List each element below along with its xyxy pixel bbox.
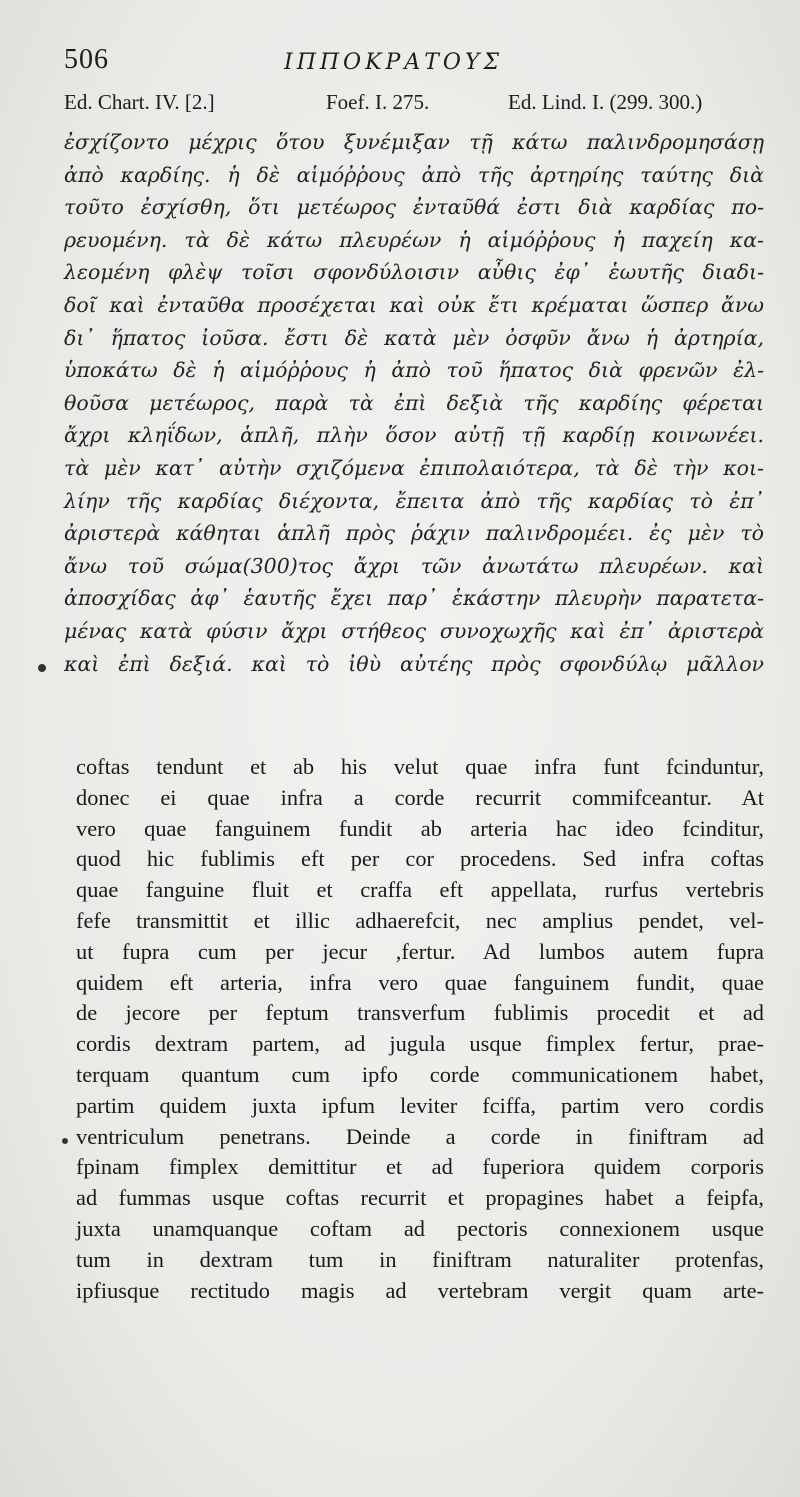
latin-line: cordis dextram partem, ad jugula usque fimplex fertur, prae- (76, 1031, 764, 1057)
latin-line: fpinam fimplex demittitur et ad fuperiora quidem corporis (76, 1154, 764, 1180)
latin-line: coftas tendunt et ab his velut quae infra funt fcinduntur, (76, 754, 764, 779)
greek-line: ἄχρι κληΐδων, ἁπλῆ, πλὴν ὅσον αὐτῇ τῇ καρδίῃ κοινωνέει. (64, 423, 764, 448)
latin-line: ad fummas usque coftas recurrit et propagines habet a feipfa, (76, 1185, 764, 1211)
greek-line: ἀποσχίδας ἀφ᾽ ἑαυτῆς ἔχει παρ᾽ ἑκάστην πλευρὴν παρατετα- (64, 586, 764, 611)
latin-line: fefe transmittit et illic adhaerefcit, nec amplius pendet, vel- (76, 907, 764, 933)
greek-line: καὶ ἐπὶ δεξιά. καὶ τὸ ἰθὺ αὐτέης πρὸς σφονδύλῳ μᾶλλον (64, 651, 764, 676)
latin-line: vero quae fanguinem fundit ab arteria hac ideo fcinditur, (76, 815, 764, 841)
edition-ref-foes: Foef. I. 275. (326, 90, 430, 114)
greek-line: λίην τῆς καρδίας διέχοντα, ἔπειτα ἀπὸ τῆς καρδίας τὸ ἐπ᾽ (64, 488, 764, 513)
ink-spot (62, 1138, 68, 1144)
greek-line: δοῖ καὶ ἐνταῦθα προσέχεται καὶ οὐκ ἔτι κρέμαται ὥσπερ ἄνω (64, 292, 764, 317)
edition-ref-chart: Ed. Chart. IV. [2.] (64, 90, 215, 114)
greek-line: ἀπὸ καρδίης. ἡ δὲ αἱμόῤῥους ἀπὸ τῆς ἀρτηρίης ταύτης διὰ (64, 162, 764, 187)
latin-line: quidem eft arteria, infra vero quae fanguinem fundit, quae (76, 969, 764, 995)
greek-line: λεομένη φλὲψ τοῖσι σφονδύλοισιν αὖθις ἐφ᾽ ἑωυτῆς διαδι- (64, 260, 764, 285)
greek-line: ἄνω τοῦ σώμα(300)τος ἄχρι τῶν ἀνωτάτω πλευρέων. καὶ (64, 553, 764, 578)
latin-line: terquam quantum cum ipfo corde communicationem habet, (76, 1061, 764, 1087)
latin-line: quae fanguine fluit et craffa eft appellata, rurfus vertebris (76, 877, 764, 903)
latin-line: donec ei quae infra a corde recurrit commifceantur. At (76, 784, 764, 810)
latin-line: ut fupra cum per jecur ,fertur. Ad lumbos autem fupra (76, 938, 764, 964)
greek-line: τὰ μὲν κατ᾽ αὐτὴν σχιζόμενα ἐπιπολαιότερα, τὰ δὲ τὴν κοι- (64, 455, 764, 480)
page-number: 506 (64, 44, 109, 75)
latin-line: quod hic fublimis eft per cor procedens. Sed infra coftas (76, 846, 764, 872)
latin-line: partim quidem juxta ipfum leviter fciffa, partim vero cordis (76, 1092, 764, 1118)
latin-line: tum in dextram tum in finiftram naturaliter protenfas, (76, 1246, 764, 1272)
latin-line: juxta unamquanque coftam ad pectoris connexionem usque (76, 1215, 764, 1241)
greek-line: ρευομένη. τὰ δὲ κάτω πλευρέων ἡ αἱμόῤῥους ἡ παχείη κα- (64, 227, 764, 252)
page-header (64, 44, 764, 84)
greek-line: ἀριστερὰ κάθηται ἁπλῆ πρὸς ῥάχιν παλινδρομέει. ἐς μὲν τὸ (64, 521, 764, 546)
greek-line: ὑποκάτω δὲ ἡ αἱμόῤῥους ἡ ἀπὸ τοῦ ἥπατος διὰ φρενῶν ἐλ- (64, 358, 764, 383)
latin-text-block (76, 752, 764, 1306)
edition-references (64, 90, 784, 120)
greek-line: τοῦτο ἐσχίσθη, ὅτι μετέωρος ἐνταῦθά ἐστι διὰ καρδίας πο- (64, 195, 764, 220)
greek-line: θοῦσα μετέωρος, παρὰ τὰ ἐπὶ δεξιὰ τῆς καρδίης φέρεται (64, 390, 764, 415)
latin-line: de jecore per feptum transverfum fublimis procedit et ad (76, 1000, 764, 1026)
greek-line: μένας κατὰ φύσιν ἄχρι στήθεος συνοχωχῆς καὶ ἐπ᾽ ἀριστερὰ (64, 618, 764, 643)
greek-line: ἐσχίζοντο μέχρις ὅτου ξυνέμιξαν τῇ κάτω παλινδρομησάσῃ (64, 130, 764, 154)
edition-ref-lind: Ed. Lind. I. (299. 300.) (508, 90, 703, 114)
running-title: ΙΠΠΟΚΡΑΤΟΥΣ (284, 50, 504, 75)
latin-line: ventriculum penetrans. Deinde a corde in finiftram ad (76, 1123, 764, 1149)
greek-text-block (64, 126, 764, 680)
latin-line: ipfiusque rectitudo magis ad vertebram vergit quam arte- (76, 1277, 764, 1303)
greek-line: δι᾽ ἥπατος ἰοῦσα. ἔστι δὲ κατὰ μὲν ὀσφῦν ἄνω ἡ ἀρτηρία, (64, 325, 764, 350)
ink-spot (38, 664, 46, 672)
